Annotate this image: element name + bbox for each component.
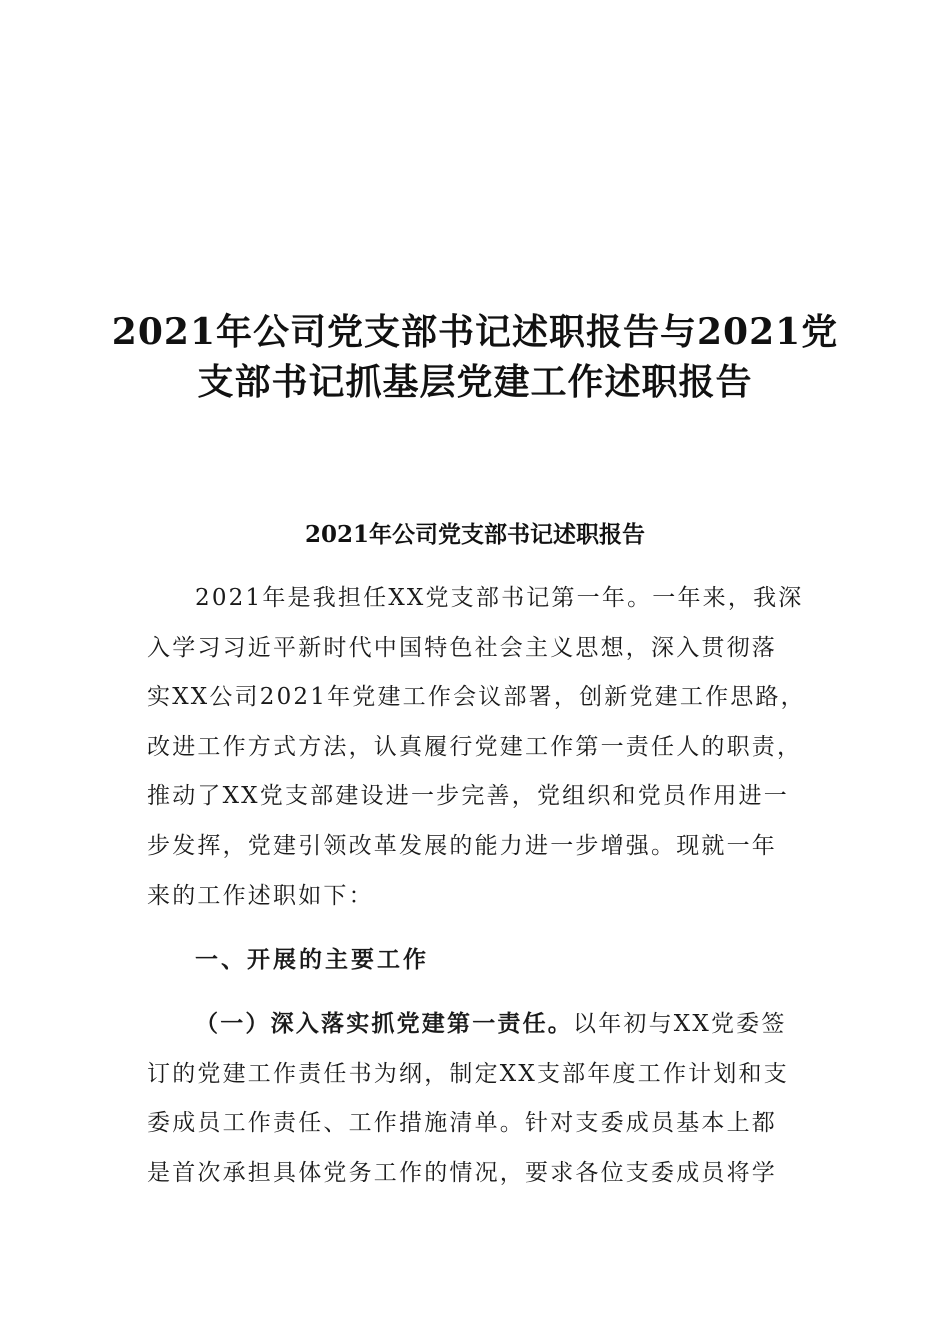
document-title-line-2: 支部书记抓基层党建工作述职报告 <box>197 361 753 403</box>
paragraph-1-line-7: 来的工作述职如下： <box>147 883 374 909</box>
paragraph-2-line-3: 委成员工作责任、工作措施清单。针对支委成员基本上都 <box>147 1110 777 1136</box>
paragraph-2-lead-bold: （一）深入落实抓党建第一责任。 <box>195 1010 573 1037</box>
section-title: 2021年公司党支部书记述职报告 <box>304 521 645 548</box>
paragraph-2-lead-rest: 以年初与XX党委签 <box>573 1011 787 1037</box>
paragraph-2-line-4: 是首次承担具体党务工作的情况，要求各位支委成员将学 <box>147 1160 777 1186</box>
paragraph-2-line-2: 订的党建工作责任书为纲，制定XX支部年度工作计划和支 <box>147 1061 789 1087</box>
paragraph-1-line-5: 推动了XX党支部建设进一步完善，党组织和党员作用进一 <box>147 783 789 809</box>
paragraph-1-line-4: 改进工作方式方法，认真履行党建工作第一责任人的职责， <box>147 734 803 760</box>
heading-main-work: 一、开展的主要工作 <box>195 946 429 973</box>
document-title-line-1: 2021年公司党支部书记述职报告与2021党 <box>111 311 839 353</box>
paragraph-2-line-1 <box>195 1004 787 1044</box>
paragraph-1-line-2: 入学习习近平新时代中国特色社会主义思想，深入贯彻落 <box>147 635 777 661</box>
paragraph-1-line-1: 2021年是我担任XX党支部书记第一年。一年来，我深 <box>195 585 804 611</box>
paragraph-1-line-6: 步发挥，党建引领改革发展的能力进一步增强。现就一年 <box>147 833 777 859</box>
paragraph-1-line-3: 实XX公司2021年党建工作会议部署，创新党建工作思路， <box>147 684 806 710</box>
